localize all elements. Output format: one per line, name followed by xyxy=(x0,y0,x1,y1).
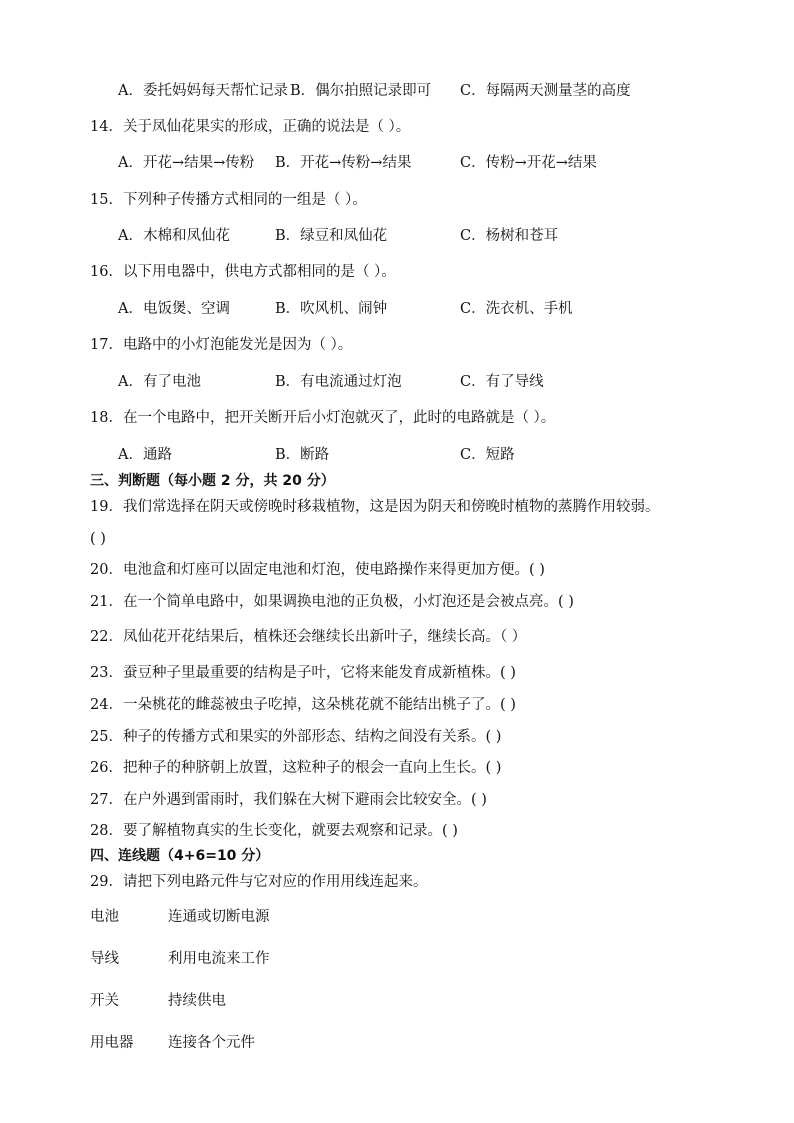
q17-option-c: C．有了导线 xyxy=(460,374,544,390)
q24-stem: 24．一朵桃花的雌蕊被虫子吃掉，这朵桃花就不能结出桃子了。( ) xyxy=(90,697,516,713)
q13-option-c: C．每隔两天测量茎的高度 xyxy=(460,83,631,99)
q25-stem: 25．种子的传播方式和果实的外部形态、结构之间没有关系。( ) xyxy=(90,729,502,745)
q21-stem: 21．在一个简单电路中，如果调换电池的正负极，小灯泡还是会被点亮。( ) xyxy=(90,594,574,610)
q18-option-a: A．通路 xyxy=(118,447,172,463)
q26-stem: 26．把种子的种脐朝上放置，这粒种子的根会一直向上生长。( ) xyxy=(90,760,502,776)
q14-option-b: B．开花→传粉→结果 xyxy=(275,155,412,171)
q14-option-a: A．开花→结果→传粉 xyxy=(118,155,255,171)
q15-option-b: B．绿豆和凤仙花 xyxy=(275,228,388,244)
q19-answer-blank: ( ) xyxy=(90,531,106,547)
match-right-item: 持续供电 xyxy=(168,993,226,1009)
q18-option-b: B．断路 xyxy=(275,447,330,463)
q22-stem: 22．凤仙花开花结果后，植株还会继续长出新叶子，继续长高。（ ） xyxy=(90,629,527,645)
match-right-item: 利用电流来工作 xyxy=(168,951,270,967)
q17-option-a: A．有了电池 xyxy=(118,374,201,390)
section-3-title: 三、判断题（每小题 2 分，共 20 分） xyxy=(90,473,335,489)
q16-option-b: B．吹风机、闹钟 xyxy=(275,301,388,317)
match-left-item: 用电器 xyxy=(90,1035,134,1051)
match-left-item: 电池 xyxy=(90,909,119,925)
q15-stem: 15．下列种子传播方式相同的一组是（ ）。 xyxy=(90,192,367,208)
q20-stem: 20．电池盒和灯座可以固定电池和灯泡，使电路操作来得更加方便。( ) xyxy=(90,562,545,578)
q16-option-c: C．洗衣机、手机 xyxy=(460,301,573,317)
q18-stem: 18．在一个电路中，把开关断开后小灯泡就灭了，此时的电路就是（ ）。 xyxy=(90,410,556,426)
q16-stem: 16．以下用电器中，供电方式都相同的是（ ）。 xyxy=(90,264,396,280)
q28-stem: 28．要了解植物真实的生长变化，就要去观察和记录。( ) xyxy=(90,823,458,839)
q13-option-a: A．委托妈妈每天帮忙记录 xyxy=(118,83,288,99)
q13-option-b: B．偶尔拍照记录即可 xyxy=(290,83,432,99)
q14-option-c: C．传粉→开花→结果 xyxy=(460,155,597,171)
match-left-item: 开关 xyxy=(90,993,119,1009)
q15-option-a: A．木棉和凤仙花 xyxy=(118,228,230,244)
section-4-title: 四、连线题（4+6=10 分） xyxy=(90,848,270,864)
q16-option-a: A．电饭煲、空调 xyxy=(118,301,230,317)
q29-stem: 29．请把下列电路元件与它对应的作用用线连起来。 xyxy=(90,874,428,890)
match-right-item: 连接各个元件 xyxy=(168,1035,255,1051)
q14-stem: 14．关于凤仙花果实的形成，正确的说法是（ ）。 xyxy=(90,119,411,135)
match-left-item: 导线 xyxy=(90,951,119,967)
match-right-item: 连通或切断电源 xyxy=(168,909,270,925)
q15-option-c: C．杨树和苍耳 xyxy=(460,228,559,244)
q19-stem: 19．我们常选择在阴天或傍晚时移栽植物，这是因为阴天和傍晚时植物的蒸腾作用较弱。 xyxy=(90,499,660,515)
q17-stem: 17．电路中的小灯泡能发光是因为（ ）。 xyxy=(90,337,353,353)
q23-stem: 23．蚕豆种子里最重要的结构是子叶，它将来能发育成新植株。( ) xyxy=(90,665,516,681)
q18-option-c: C．短路 xyxy=(460,447,515,463)
q17-option-b: B．有电流通过灯泡 xyxy=(275,374,402,390)
q27-stem: 27．在户外遇到雷雨时，我们躲在大树下避雨会比较安全。( ) xyxy=(90,792,487,808)
